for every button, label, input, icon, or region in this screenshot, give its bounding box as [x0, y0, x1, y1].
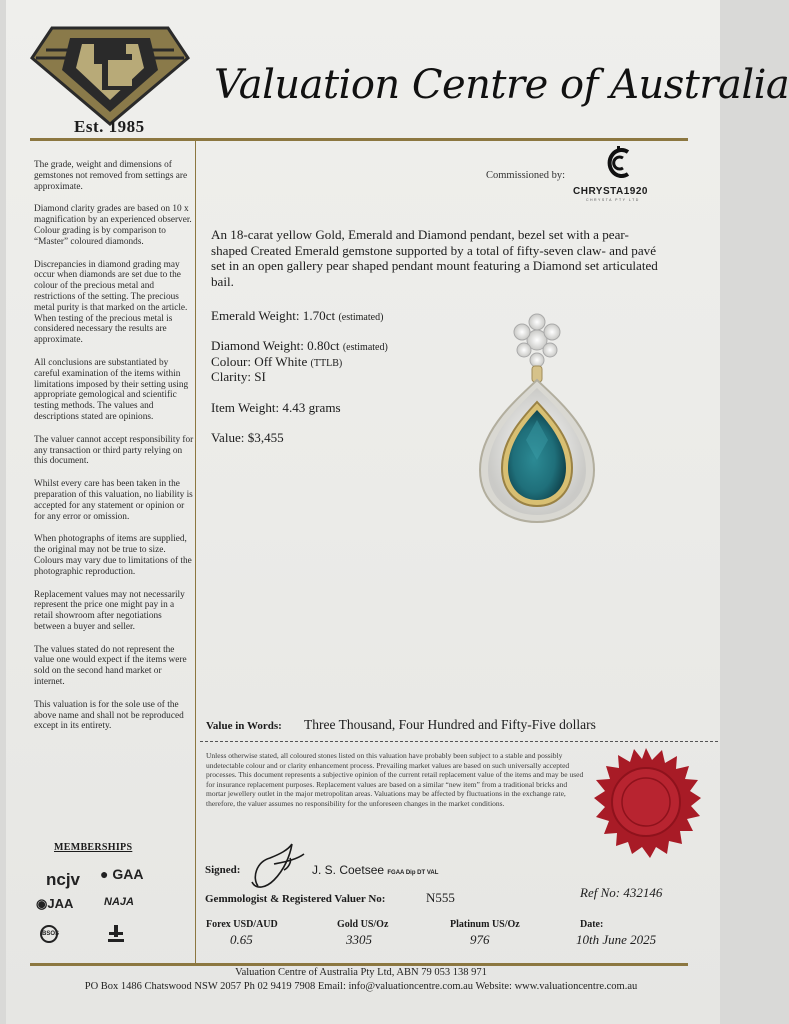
- terms-paragraph: The valuer cannot accept responsibility for any transaction or third party relying on this document.: [34, 434, 194, 467]
- header-rule: [30, 138, 688, 141]
- contact-details: PO Box 1486 Chatswood NSW 2057 Ph 02 9419 7908 Email: info@valuationcentre.com.au Website: www.valuationcentre.com.au: [84, 981, 638, 992]
- diamond-weight: Diamond Weight: 0.80ct (estimated): [211, 338, 388, 353]
- established-year: Est. 1985: [74, 117, 145, 136]
- date-label: Date:: [580, 919, 604, 930]
- emblem-logo: [106, 924, 126, 944]
- platinum-value: 976: [470, 932, 490, 947]
- terms-paragraph: When photographs of items are supplied, the original may not be true to size. Colours may vary due to limitations of the photographic reproduction.: [34, 534, 192, 577]
- red-wax-seal: [590, 746, 702, 858]
- value-in-words: Three Thousand, Four Hundred and Fifty-Five dollars: [304, 717, 596, 732]
- item-weight: Item Weight: 4.43 grams: [211, 400, 341, 415]
- gaa-logo: ● GAA: [100, 866, 144, 882]
- item-value: Value: $3,455: [211, 430, 284, 445]
- forex-value: 0.65: [230, 932, 253, 947]
- item-description: An 18-carat yellow Gold, Emerald and Diamond pendant, bezel set with a pear-shaped Created Emerald gemstone supported by a total of fifty-seven claw- and pavé set in an open gallery pear shaped pendant mount featuring a Diamond set articulated bail.: [211, 227, 658, 289]
- terms-paragraph: The grade, weight and dimensions of gemstones not removed from settings are approximate.: [34, 160, 188, 192]
- footer-rule: [30, 963, 688, 966]
- dashed-divider: [200, 741, 718, 742]
- memberships-heading: MEMBERSHIPS: [54, 842, 133, 853]
- jaa-logo: ◉JAA: [36, 896, 74, 911]
- bail-cluster: [514, 314, 560, 382]
- chrysta-logo-icon: [604, 146, 634, 180]
- client-subtitle: CHRYSTA PTY LTD: [586, 198, 640, 202]
- page-title: Valuation Centre of Australia: [214, 62, 789, 108]
- forex-label: Forex USD/AUD: [206, 919, 278, 930]
- client-name: CHRYSTA1920: [573, 186, 648, 197]
- signed-label: Signed:: [205, 864, 241, 876]
- gold-value: 3305: [346, 932, 372, 947]
- company-abn: Valuation Centre of Australia Pty Ltd, ABN 79 053 138 971: [235, 967, 487, 978]
- terms-paragraph: The values stated do not represent the value one would expect if the items were sold on the second hand market or internet.: [34, 644, 187, 688]
- value-in-words-label: Value in Words:: [206, 720, 282, 732]
- commissioned-label: Commissioned by:: [486, 170, 566, 181]
- vca-diamond-logo: [30, 20, 190, 132]
- terms-paragraph: This valuation is for the sole use of the above name and shall not be reproduced except in its entirety.: [34, 699, 184, 732]
- registered-valuer-number: N555: [426, 890, 455, 905]
- reference-number: Ref No: 432146: [580, 885, 663, 900]
- registered-valuer-label: Gemmologist & Registered Valuer No:: [205, 893, 386, 905]
- terms-paragraph: Replacement values may not necessarily represent the price one might pay in a retail showroom after negotiations between a buyer and seller.: [34, 589, 185, 632]
- pendant-photo: [466, 310, 608, 528]
- terms-paragraph: Whilst every care has been taken in the preparation of this valuation, no liability is accepted for any statement or opinion or for any error or omission.: [34, 479, 193, 522]
- date-value: 10th June 2025: [576, 932, 657, 947]
- bsos-logo: BSOS: [40, 925, 58, 943]
- handwritten-signature: [244, 842, 308, 894]
- naja-logo: NAJA: [104, 896, 134, 908]
- platinum-label: Platinum US/Oz: [450, 919, 520, 930]
- emerald-weight: Emerald Weight: 1.70ct (estimated): [211, 308, 384, 323]
- terms-paragraph: Discrepancies in diamond grading may occur when diamonds are set due to the colour of the precious metal and restrictions of the setting. The precious metal purity is that marked on the article. When testing of the precious metal is considered necessary the results are approximate.: [34, 259, 188, 346]
- diamond-clarity: Clarity: SI: [211, 369, 266, 384]
- column-divider: [195, 140, 196, 966]
- ncjv-logo: ncjv: [46, 870, 81, 889]
- valuer-name: J. S. Coetsee FGAA Dip DT VAL: [312, 863, 439, 877]
- terms-paragraph: Diamond clarity grades are based on 10 x magnification by an experienced observer. Colour grading is by comparison to “Master” coloured diamonds.: [34, 204, 192, 247]
- terms-paragraph: All conclusions are substantiated by careful examination of the items within limitations imposed by their setting using appropriate gemological and scientific testing methods. The values and descriptions stated are opinions.: [34, 357, 189, 422]
- gold-label: Gold US/Oz: [337, 919, 389, 930]
- diamond-colour: Colour: Off White (TTLB): [211, 354, 343, 369]
- terms-sidebar: [34, 160, 194, 744]
- disclaimer-text: Unless otherwise stated, all coloured stones listed on this valuation have probably been subject to a stable and possibly undetectable colour and or clarity enhancement process. Prevailing market values are based on such universally accepted processes. This document represents a subjective opinion of the current retail replacement value of the items and may be used for insurance replacement purposes. Replacement values are based on a similar “new item” from a traditional bricks and mortar jewellery outlet in the major metropolitan areas. Valuations may be affected by fluctuations in the exchange rate, therefore, the valuer assumes no responsibility for the unforeseen changes in the market conditions.: [206, 751, 584, 808]
